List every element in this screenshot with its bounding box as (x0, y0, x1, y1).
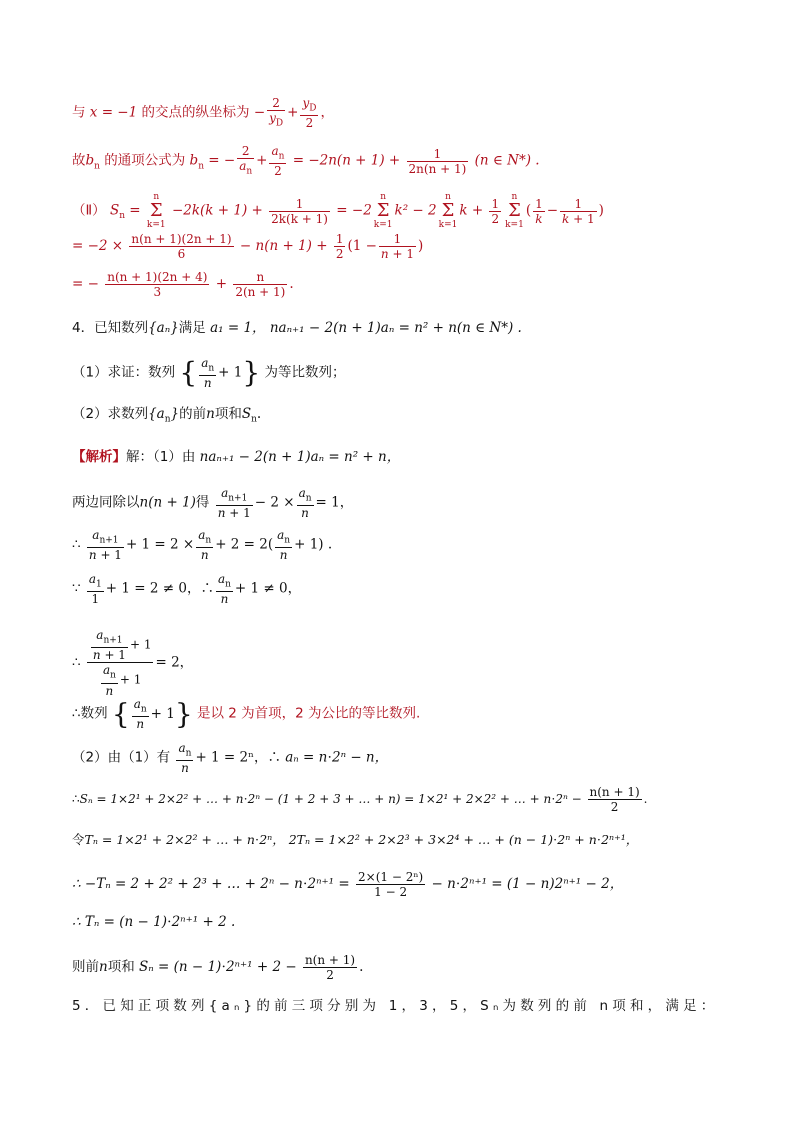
solution-step-9: 令Tₙ = 1×2¹ + 2×2² + … + n⋅2ⁿ， 2Tₙ = 1×2² + 2×2³ + 3×2⁴ + … + (n − 1)⋅2ⁿ + n⋅2ⁿ⁺¹， (72, 832, 639, 847)
solution-step-7: （2）由（1）有 $\frac{a_n}{n}$ + 1 = 2ⁿ，∴ aₙ = n⋅2ⁿ − n， (72, 741, 389, 776)
solution-step-11: ∴ Tₙ = (n − 1)⋅2ⁿ⁺¹ + 2 . (72, 914, 236, 930)
solution-step-4: ∵ $\frac{a_1}{1}$ + 1 = 2 ≠ 0，∴ $\frac{a_n}{n}$ + 1 ≠ 0， (72, 572, 302, 607)
fraction: $\frac{1}{2n(n + 1)}$ (408, 146, 467, 176)
analysis-tag: 【解析】 (72, 449, 126, 465)
solution-step-2: 两边同除以n(n + 1)得 $\frac{a_{n+1}}{n + 1}$ − 2 × $\frac{a_n}{n}$ = 1， (72, 486, 354, 521)
solution-final: 则前n项和 Sₙ = (n − 1)⋅2ⁿ⁺¹ + 2 − $\frac{n(n + 1)}{2}$ . (72, 953, 364, 982)
problem-4-part1: （1）求证：数列 { $\frac{a_n}{n}$ + 1} 为等比数列； (72, 356, 346, 391)
fraction: $\frac{2}{y_D}$ (269, 96, 284, 129)
solution-step-6: ∴数列 { $\frac{a_n}{n}$ + 1} 是以 2 为首项，2 为公比的等比数列. (72, 697, 421, 732)
solution-step-10: ∴ −Tₙ = 2 + 2² + 2³ + … + 2ⁿ − n⋅2ⁿ⁺¹ = $\frac{\text{2×(1 − 2ⁿ)}}{1 - 2}$ − n⋅2ⁿ⁺¹ = (1 − n)2ⁿ⁺¹ − 2， (72, 870, 624, 899)
line-part2-result: = − $\frac{n(n + 1)(2n + 4)}{3}$ + $\frac{n}{2(n + 1)}$ . (72, 270, 294, 299)
line-intersection: 与 x = −1 的交点的纵坐标为 − $\frac{2}{y_D}$ + $\frac{y_D}{2}$ ， (72, 96, 334, 131)
problem-5-statement: 5．已知正项数列{aₙ}的前三项分别为 1，3，5，Sₙ为数列的前 n项和，满足： (72, 998, 719, 1014)
summation-symbol: n Σ k=1 (146, 192, 166, 230)
solution-start: 【解析】解：（1）由 naₙ₊₁ − 2(n + 1)aₙ = n² + n， (72, 449, 401, 465)
fraction: $\frac{y_D}{2}$ (302, 96, 317, 131)
solution-step-5: ∴ $\frac{a_{n+1}}{n + 1}$ + 1 $\frac{a_n}{n}$ + 1 = 2， (72, 628, 194, 698)
line-general-term: 故$b_n$ 的通项公式为 $b_n$ = − $\frac{2}{a_n}$ + $\frac{a_n}{2}$ = −2n(n + 1) + $\frac{1}{2n(n + 1)}$ (n ∈ N*) . (72, 144, 540, 179)
line-part2-sum: （Ⅱ） $S_n = n$ Σ k=1 −2k(k + 1) + $\frac{1}{2k(k + 1)}$ = −2n Σ k=1k² − 2n Σ k=1k + $\frac{1}{2}$ n Σ k=1( $\frac{1}{k}$ − $\frac{1}{k + 1}$ ) (72, 192, 604, 230)
solution-step-8: ∴Sₙ = 1×2¹ + 2×2² + … + n⋅2ⁿ − (1 + 2 + 3 + … + n) = 1×2¹ + 2×2² + … + n⋅2ⁿ − $\frac{n(n + 1)}{2}$ . (72, 785, 648, 814)
solution-step-3: ∴ $\frac{a_{n+1}}{n + 1}$ + 1 = 2 × $\frac{a_n}{n}$ + 2 = 2( $\frac{a_n}{n}$ + 1) . (72, 528, 333, 563)
line-part2-step: = −2 × $\frac{n(n + 1)(2n + 1)}{6}$ − n(n + 1) + $\frac{1}{2}$ (1 − $\frac{1}{n + 1}$ ) (72, 232, 424, 261)
problem-4-part2: （2）求数列$\{a_n\}$的前n项和$S_n$. (72, 406, 262, 425)
problem-4-statement: 4．已知数列{aₙ}满足 a₁ = 1， naₙ₊₁ − 2(n + 1)aₙ = n² + n(n ∈ N*) . (72, 320, 522, 336)
